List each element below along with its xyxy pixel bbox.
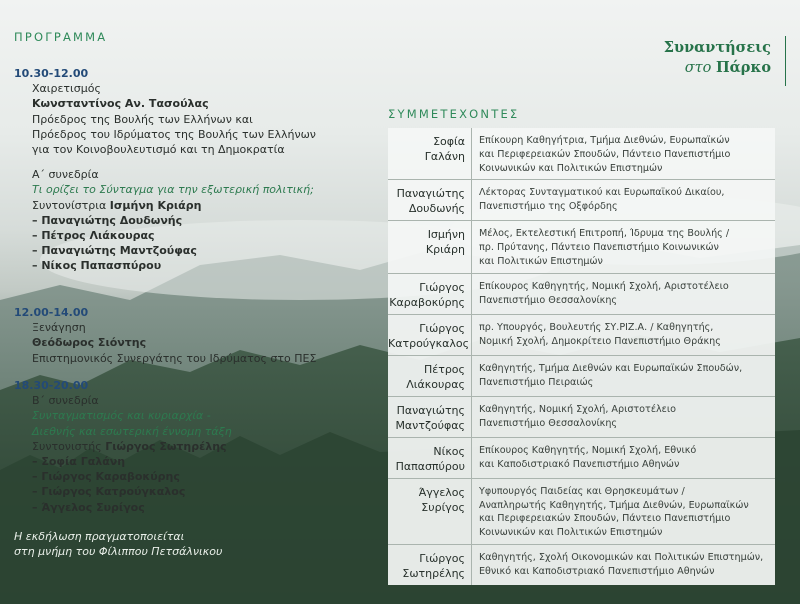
participant-last-name: Δουδωνής xyxy=(408,202,465,216)
chair-prefix: Συντονίστρια xyxy=(32,198,107,212)
subsession-a-label: Α΄ συνεδρία xyxy=(32,168,99,182)
participant-last-name: Κριάρη xyxy=(425,243,465,257)
description-line: και Πολιτικών Επιστημών xyxy=(479,255,603,267)
participant-description xyxy=(472,180,775,220)
panelist: – Γιώργος Καραβοκύρης xyxy=(14,469,232,484)
participant-first-name: Νίκος xyxy=(433,444,465,458)
subsession-b-chair xyxy=(14,439,232,454)
participant-name xyxy=(388,315,472,355)
session-2-time: 12.00-14.00 xyxy=(14,306,89,319)
participant-name xyxy=(388,479,472,544)
panelist: – Σοφία Γαλάνη xyxy=(14,454,232,469)
participants-table xyxy=(388,128,775,585)
greeting-label: Χαιρετισμός xyxy=(32,82,101,96)
participant-row xyxy=(388,315,775,356)
participant-description xyxy=(472,221,775,272)
panelist: – Παναγιώτης Δουδωνής xyxy=(14,213,316,228)
participant-last-name: Συρίγος xyxy=(421,500,465,514)
program-heading: ΠΡΟΓΡΑΜΜΑ xyxy=(14,30,108,44)
program-column xyxy=(0,0,380,604)
participant-last-name: Λιάκουρας xyxy=(406,377,465,391)
participant-last-name: Μαντζούφας xyxy=(395,418,465,432)
participant-name xyxy=(388,397,472,437)
description-line: και Περιφερειακών Σπουδών, Πάντειο Πανεπιστήμιο xyxy=(479,148,731,160)
description-line: Λέκτορας Συνταγματικού και Ευρωπαϊκού Δικαίου, xyxy=(479,187,725,199)
description-line: πρ. Υπουργός, Βουλευτής ΣΥ.ΡΙΖ.Α. / Καθηγητής, xyxy=(479,321,714,333)
description-line: Επίκουρος Καθηγητής, Νομική Σχολή, Εθνικό xyxy=(479,444,697,456)
description-line: Κοινωνικών και Πολιτικών Επιστημών xyxy=(479,527,663,539)
participant-row xyxy=(388,180,775,221)
participant-description xyxy=(472,128,775,179)
memorial-line-2: στη μνήμη του Φίλιππου Πετσάλνικου xyxy=(14,545,223,559)
participant-description xyxy=(472,356,775,396)
participants-heading: ΣΥΜΜΕΤΕΧΟΝΤΕΣ xyxy=(388,107,520,121)
participant-row xyxy=(388,128,775,180)
chair-name: Ισμήνη Κριάρη xyxy=(109,198,202,212)
panelist: – Γιώργος Κατρούγκαλος xyxy=(14,484,232,499)
description-line: Καθηγητής, Τμήμα Διεθνών και Ευρωπαϊκών Σπουδών, xyxy=(479,362,743,374)
description-line: Υφυπουργός Παιδείας και Θρησκευμάτων / xyxy=(479,485,685,497)
logo-subtitle-bold: Πάρκο xyxy=(715,59,771,76)
logo-subtitle-italic: στο xyxy=(684,60,712,76)
logo-title: Συναντήσεις xyxy=(663,39,771,56)
participant-row xyxy=(388,438,775,479)
description-line: Πανεπιστήμιο Θεσσαλονίκης xyxy=(479,417,618,429)
participant-name xyxy=(388,274,472,314)
participant-first-name: Σοφία xyxy=(433,135,465,148)
participant-description xyxy=(472,315,775,355)
description-line: πρ. Πρύτανης, Πάντειο Πανεπιστήμιο Κοινωνικών xyxy=(479,242,719,254)
speaker-role-3: για τον Κοινοβουλευτισμό και τη Δημοκρατία xyxy=(32,143,285,157)
chair-name: Γιώργος Σωτηρέλης xyxy=(105,439,227,453)
participant-description xyxy=(472,274,775,314)
description-line: και Περιφερειακών Σπουδών, Πάντειο Πανεπιστήμιο xyxy=(479,513,731,525)
participant-first-name: Παναγιώτης xyxy=(396,403,465,417)
participant-last-name: Καραβοκύρης xyxy=(389,295,465,309)
participant-row xyxy=(388,479,775,545)
speaker-role-1: Πρόεδρος της Βουλής των Ελλήνων και xyxy=(32,112,253,126)
participant-first-name: Παναγιώτης xyxy=(396,187,465,201)
panelist: – Παναγιώτης Μαντζούφας xyxy=(14,243,316,258)
participant-first-name: Γιώργος xyxy=(419,321,465,335)
speaker-role-2: Πρόεδρος του Ιδρύματος της Βουλής των Ελλήνων xyxy=(32,127,316,141)
participant-name xyxy=(388,221,472,272)
greeting-speaker: Κωνσταντίνος Αν. Τασούλας xyxy=(32,97,209,111)
description-line: Επίκουρη Καθηγήτρια, Τμήμα Διεθνών, Ευρωπαϊκών xyxy=(479,135,730,146)
participant-first-name: Ισμήνη xyxy=(427,228,465,242)
participant-last-name: Κατρούγκαλος xyxy=(388,336,470,350)
participant-last-name: Σωτηρέλης xyxy=(402,566,465,580)
participant-name xyxy=(388,545,472,585)
subsession-a-topic: Τι ορίζει το Σύνταγμα για την εξωτερική πολιτική; xyxy=(32,183,314,197)
participant-description xyxy=(472,397,775,437)
participant-first-name: Πέτρος xyxy=(423,362,465,376)
participant-description xyxy=(472,438,775,478)
description-line: Καθηγητής, Νομική Σχολή, Αριστοτέλειο xyxy=(479,403,676,415)
session-3-time: 18.30-20.00 xyxy=(14,379,89,392)
participant-row xyxy=(388,274,775,315)
description-line: Αναπληρωτής Καθηγητής, Τμήμα Διεθνών, Ευρωπαϊκών xyxy=(479,499,749,511)
participant-name xyxy=(388,438,472,478)
description-line: Πανεπιστήμιο Θεσσαλονίκης xyxy=(479,294,618,306)
participant-first-name: Γιώργος xyxy=(419,551,465,565)
panelist: – Άγγελος Συρίγος xyxy=(14,500,232,515)
participant-description xyxy=(472,545,775,585)
session-1 xyxy=(14,66,316,274)
participant-row xyxy=(388,356,775,397)
session-3 xyxy=(14,378,232,559)
description-line: Επίκουρος Καθηγητής, Νομική Σχολή, Αριστοτέλειο xyxy=(479,280,729,292)
description-line: Μέλος, Εκτελεστική Επιτροπή, Ίδρυμα της Βουλής / xyxy=(479,228,730,240)
participant-name xyxy=(388,128,472,179)
event-logo xyxy=(635,36,786,86)
participant-first-name: Άγγελος xyxy=(418,485,465,499)
participant-name xyxy=(388,356,472,396)
participant-name xyxy=(388,180,472,220)
panelist: – Νίκος Παπασπύρου xyxy=(14,258,316,273)
description-line: Καθηγητής, Σχολή Οικονομικών και Πολιτικών Επιστημών, xyxy=(479,551,764,563)
tour-label: Ξενάγηση xyxy=(32,321,86,335)
description-line: και Καποδιστριακό Πανεπιστήμιο Αθηνών xyxy=(479,458,680,470)
participant-last-name: Παπασπύρου xyxy=(395,459,465,473)
participant-first-name: Γιώργος xyxy=(419,280,465,294)
description-line: Κοινωνικών και Πολιτικών Επιστημών xyxy=(479,162,663,174)
participant-row xyxy=(388,397,775,438)
subsession-b-label: Β΄ συνεδρία xyxy=(32,394,99,408)
description-line: Πανεπιστήμιο της Οξφόρδης xyxy=(479,201,618,213)
session-1-time: 10.30-12.00 xyxy=(14,67,89,80)
subsession-a-chair xyxy=(14,198,316,213)
session-2 xyxy=(14,305,316,366)
memorial-line-1: Η εκδήλωση πραγματοποιείται xyxy=(14,529,185,543)
tour-speaker-role: Επιστημονικός Συνεργάτης του Ιδρύματος στο ΠΕΣ xyxy=(32,351,317,365)
tour-speaker: Θεόδωρος Σιόντης xyxy=(32,336,147,350)
logo-subtitle xyxy=(685,59,771,76)
chair-prefix: Συντονιστής xyxy=(32,439,102,453)
participant-row xyxy=(388,545,775,585)
description-line: Πανεπιστήμιο Πειραιώς xyxy=(479,376,594,388)
description-line: Νομική Σχολή, Δημοκρίτειο Πανεπιστήμιο Θράκης xyxy=(479,335,721,347)
subsession-b-topic-2: Διεθνής και εσωτερική έννομη τάξη xyxy=(32,424,232,438)
description-line: Εθνικό και Καποδιστριακό Πανεπιστήμιο Αθηνών xyxy=(479,565,715,577)
panelist: – Πέτρος Λιάκουρας xyxy=(14,228,316,243)
participant-description xyxy=(472,479,775,544)
participant-last-name: Γαλάνη xyxy=(424,150,465,163)
participant-row xyxy=(388,221,775,273)
subsession-b-topic-1: Συνταγματισμός και κυριαρχία - xyxy=(32,409,211,423)
